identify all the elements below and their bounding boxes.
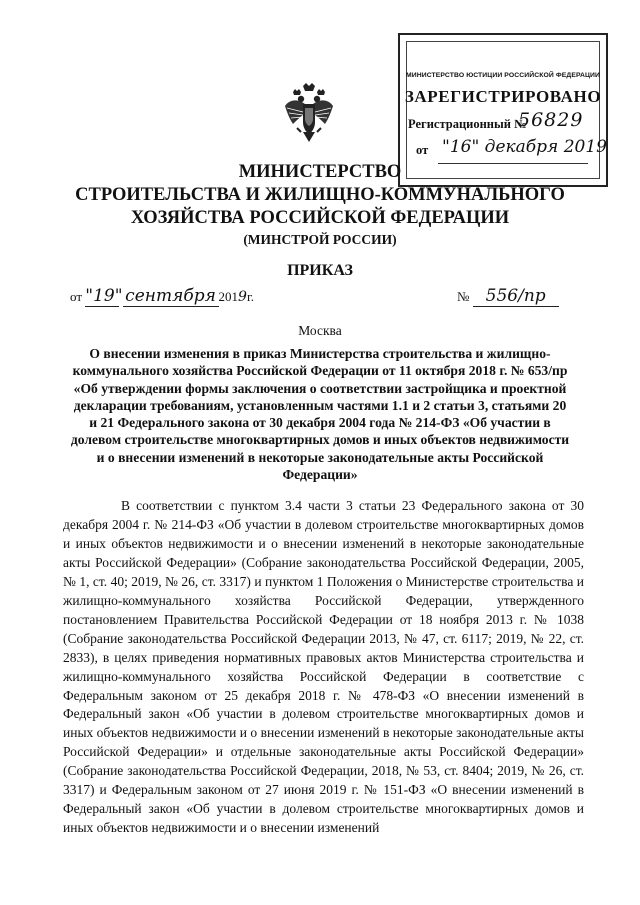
order-date-year-prefix: 201 [218,289,239,304]
order-date-month: сентября [123,286,219,307]
order-date-day: "19" [85,286,123,306]
stamp-registered: ЗАРЕГИСТРИРОВАНО [404,87,602,106]
order-date-year-end: г. [246,289,255,304]
order-heading: О внесении изменения в приказ Министерства строительства и жилищно-коммунального хозяйства Российской Федерации от 11 октября 2018 г. № 653/пр «Об утверждении формы заключения о соответствии застройщика и проектной декларации требованиям, установленным частями 1.1 и 2 статьи 3, статьями 20 и 21 Федерального закона от 30 декабря 2004 года № 214-ФЗ «Об участии в долевом строительстве многоквартирных домов и иных объектов недвижимости и о внесении изменений в некоторые законодательные акты Российской Федерации» [70,346,570,483]
stamp-reg-number: 56829 [518,109,584,131]
stamp-date-value: "16" декабря 2019 [442,137,607,157]
ministry-title [0,161,640,230]
order-number-label: № [457,289,470,304]
ministry-title-line2: СТРОИТЕЛЬСТВА И ЖИЛИЩНО-КОММУНАЛЬНОГО [75,185,565,205]
ministry-title-line1: МИНИСТЕРСТВО [238,162,402,182]
order-number [457,286,559,307]
order-date-year-suffix: 9 [238,289,247,305]
coat-of-arms-icon [283,82,335,144]
stamp-ministry: МИНИСТЕРСТВО ЮСТИЦИИ РОССИЙСКОЙ ФЕДЕРАЦИИ [405,72,601,79]
order-city: Москва [298,323,342,338]
stamp-reg-label: Регистрационный № [408,117,527,131]
order-number-value: 556/пр [473,286,559,307]
order-date [70,286,254,307]
ministry-title-line3: ХОЗЯЙСТВА РОССИЙСКОЙ ФЕДЕРАЦИИ [130,208,510,228]
stamp-date-prefix: от [416,143,429,157]
order-date-prefix: от [70,289,83,304]
order-title: ПРИКАЗ [287,262,353,279]
ministry-short-name: (МИНСТРОЙ РОССИИ) [243,232,397,247]
order-body: В соответствии с пунктом 3.4 части 3 статьи 23 Федерального закона от 30 декабря 2004 г. № 214-ФЗ «Об участии в долевом строительстве многоквартирных домов и иных объектов недвижимости и о внесении изменений в некоторые законодательные акты Российской Федерации» (Собрание законодательства Российской Федерации, 2005, № 1, ст. 40; 2019, № 26, ст. 3317) и пунктом 1 Положения о Министерстве строительства и жилищно-коммунального хозяйства Российской Федерации, утвержденного постановлением Правительства Российской Федерации от 18 ноября 2013 г. № 1038 (Собрание законодательства Российской Федерации 2013, № 47, ст. 6117; 2019, № 22, ст. 2833), в целях приведения нормативных правовых актов Министерства строительства и жилищно-коммунального хозяйства Российской Федерации в соответствие с Федеральным законом от 25 декабря 2018 г. № 478-ФЗ «О внесении изменений в Федеральный закон «Об участии в долевом строительстве многоквартирных домов и иных объектов недвижимости и о внесении изменений в некоторые законодательные акты Российской Федерации» и отдельные законодательные акты Российской Федерации» (Собрание законодательства Российской Федерации, 2018, № 53, ст. 8404; 2019, № 26, ст. 3317) и Федеральным законом от 27 июня 2019 г. № 151-ФЗ «О внесении изменений в Федеральный закон «Об участии в долевом строительстве многоквартирных домов и иных объектов недвижимости и о внесении изменений [63,498,584,836]
